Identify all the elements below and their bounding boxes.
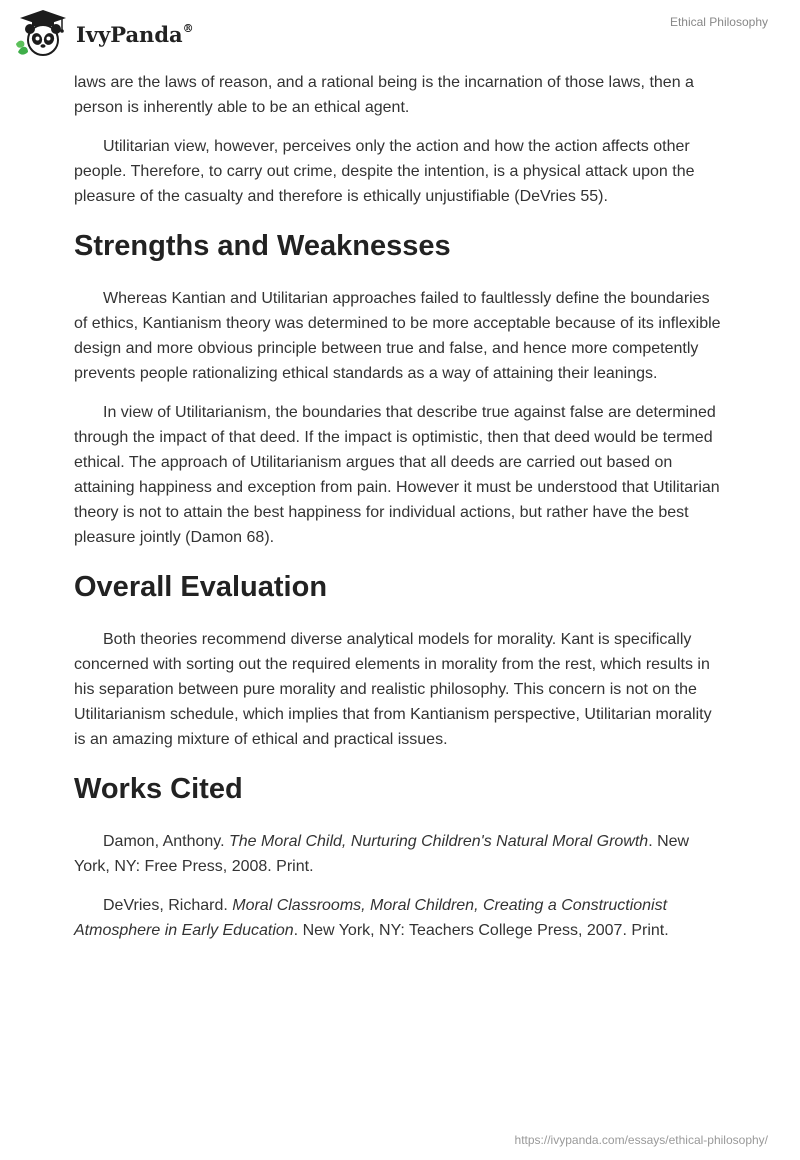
citation-details: . New York, NY: Free Press, 2008. Print. [74,833,690,875]
citation-details: . New York, NY: Teachers College Press, 2007. Print. [293,922,669,939]
paragraph: In view of Utilitarianism, the boundaries that describe true against false are determined through the impact of that deed. If the impact is optimistic, then that deed would be termed ethical. The approach of Utilitarianism argues that all deeds are carried out based on attaining happiness and exception from pain. However it must be understood that Utilitarian theory is not to attain the best happiness for individual actions, but rather have the best pleasure jointly (Damon 68). [74,404,720,546]
citation-entry [74,893,724,943]
panda-graduate-icon [14,8,72,58]
ivypanda-logo[interactable] [14,8,194,58]
document-title: Ethical Philosophy [669,15,768,29]
paragraph: Utilitarian view, however, perceives only the action and how the action affects other people. Therefore, to carry out crime, despite the intention, is a physical attack upon the pleasure of the casualty and therefore is ethically unjustifiable (DeVries 55). [74,138,695,205]
source-url-link[interactable]: https://ivypanda.com/essays/ethical-philosophy/ [514,1133,768,1147]
citation-entry [74,829,724,879]
citation-title: The Moral Child, Nurturing Children's Natural Moral Growth [229,833,649,850]
citation-author: DeVries, Richard. [103,897,233,914]
citation-author: Damon, Anthony. [103,833,229,850]
citation-title: Moral Classrooms, Moral Children, Creating a Constructionist Atmosphere in Early Education [74,897,668,939]
section-heading-evaluation: Overall Evaluation [74,571,328,603]
essay-body [74,70,724,957]
paragraph: Whereas Kantian and Utilitarian approaches failed to faultlessly define the boundaries of ethics, Kantianism theory was determined to be more acceptable because of its inflexible design and more obvious principle between true and false, and hence more competently prevents people rationalizing ethical standards as a way of attaining their leanings. [74,290,721,382]
page-header [0,0,800,70]
paragraph: Both theories recommend diverse analytical models for morality. Kant is specifically concerned with sorting out the required elements in morality from the rest, which results in his separation between pure morality and realistic philosophy. This concern is not on the Utilitarianism schedule, which implies that from Kantianism perspective, Utilitarian morality is an amazing mixture of ethical and practical issues. [74,631,712,748]
section-heading-works-cited: Works Cited [74,773,243,805]
paragraph-continued: laws are the laws of reason, and a rational being is the incarnation of those laws, then a person is inherently able to be an ethical agent. [74,74,694,116]
section-heading-strengths: Strengths and Weaknesses [74,230,451,262]
brand-name: IvyPanda® [76,21,194,47]
